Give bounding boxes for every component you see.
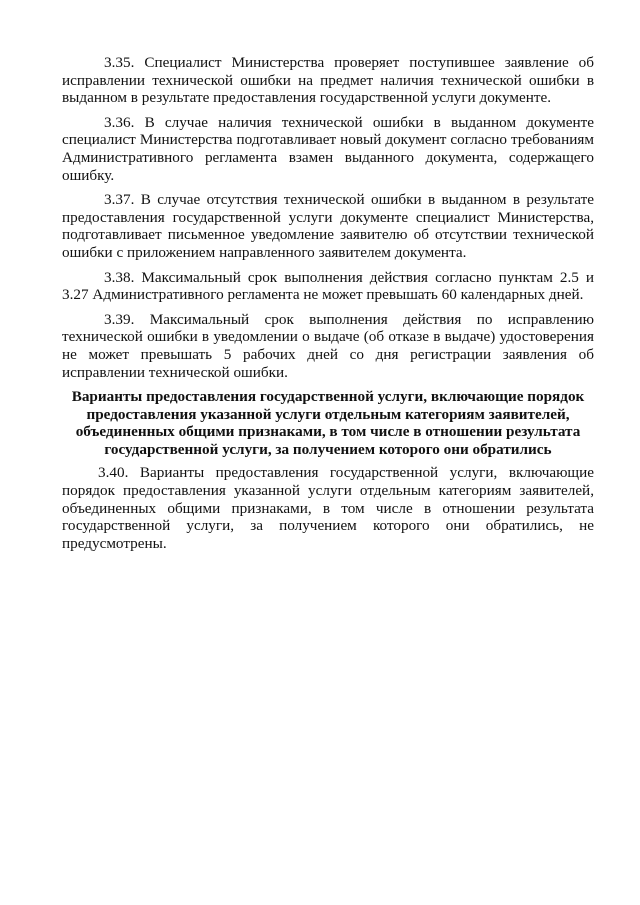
paragraph-3-36: 3.36. В случае наличия технической ошибки в выданном документе специалист Министерства подготавливает новый документ согласно требованиям Административного регламента взамен выданного документа, содержащего ошибку. [62, 113, 594, 184]
paragraph-3-40: 3.40. Варианты предоставления государственной услуги, включающие порядок предоставления указанной услуги отдельным категориям заявителей, объединенных общими признаками, в том числе в отношении результата государственной услуги, за получением которого они обратились, не предусмотрены. [62, 464, 594, 552]
paragraph-3-37: 3.37. В случае отсутствия технической ошибки в выданном в результате предоставления государственной услуги документе специалист Министерства, подготавливает письменное уведомление заявителю об отсутствии технической ошибки с приложением направленного заявителем документа. [62, 191, 594, 261]
paragraph-3-35: 3.35. Специалист Министерства проверяет поступившее заявление об исправлении технической ошибки на предмет наличия технической ошибки в выданном в результате предоставления государственной услуги документе. [62, 54, 594, 107]
paragraph-3-38: 3.38. Максимальный срок выполнения действия согласно пунктам 2.5 и 3.27 Административного регламента не может превышать 60 календарных дней. [62, 268, 594, 304]
section-heading: Варианты предоставления государственной услуги, включающие порядок предоставления указанной услуги отдельным категориям заявителей, объединенных общими признаками, в том числе в отношении результата государственной услуги, за получением которого они обратились [71, 388, 585, 458]
paragraph-3-39: 3.39. Максимальный срок выполнения действия по исправлению технической ошибки в уведомлении о выдаче (об отказе в выдаче) удостоверения не может превышать 5 рабочих дней со дня регистрации заявления об исправлении технической ошибки. [62, 310, 594, 381]
document-page [62, 54, 594, 559]
